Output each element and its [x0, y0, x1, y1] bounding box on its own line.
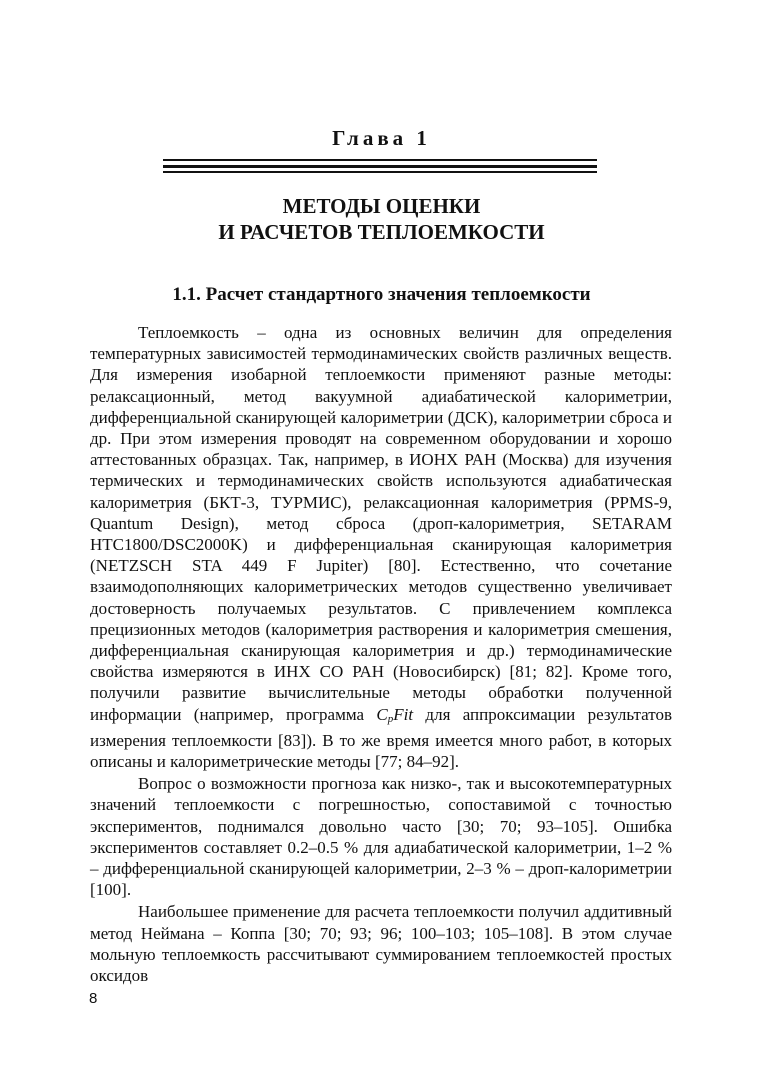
program-name-subscript: p — [387, 712, 394, 725]
chapter-divider-top — [163, 159, 597, 161]
paragraph-1-part-b: для аппроксимации результатов измерения теплоемкости [83]). В то же время имеется много работ, в которых описаны и калориметрические методы [77; 84–92]. — [90, 704, 672, 772]
chapter-divider-bottom — [163, 171, 597, 173]
chapter-title-line-1: МЕТОДЫ ОЦЕНКИ — [282, 194, 481, 218]
program-name-cp: C — [376, 704, 388, 724]
chapter-title-line-2: И РАСЧЕТОВ ТЕПЛОЕМКОСТИ — [218, 220, 545, 244]
chapter-title — [0, 193, 763, 245]
section-heading: 1.1. Расчет стандартного значения теплоемкости — [172, 284, 591, 305]
body-text — [90, 322, 672, 986]
paragraph-2: Вопрос о возможности прогноза как низко-, так и высокотемпературных значений теплоемкости с погрешностью, сопоставимой с точностью экспериментов, поднимался довольно часто [30; 70; 93–105]. Ошибка экспериментов составляет 0.2–0.5 % для адиабатической калориметрии, 1–2 % – дифференциальной сканирующей калориметрии, 2–3 % – дроп-калориметрии [100]. — [90, 774, 672, 900]
paragraph-1-part-a: Теплоемкость – одна из основных величин для определения температурных зависимостей термодинамических свойств различных веществ. Для измерения изобарной теплоемкости применяют разные методы: релаксационный, метод вакуумной адиабатической калориметрии, дифференциальной сканирующей калориметрии (ДСК), калориметрии сброса и др. При этом измерения проводят на современном оборудовании и хорошо аттестованных образцах. Так, например, в ИОНХ РАН (Москва) для изучения термических и термодинамических свойств используются адиабатическая калориметрия (БКТ-3, ТУРМИС), релаксационная калориметрия (PPMS-9, Quantum Design), метод сброса (дроп-калориметрия, SETARAM HTC1800/DSC2000K) и дифференциальная сканирующая калориметрия (NETZSCH STA 449 F Jupiter) [80]. Естественно, что сочетание взаимодополняющих калориметрических методов существенно увеличивает достоверность получаемых результатов. С привлечением комплекса прецизионных методов (калориметрия растворения и калориметрия смешения, дифференциальная сканирующая калориметрия и др.) термодинамические свойства измеряются в ИНХ СО РАН (Новосибирск) [81; 82]. Кроме того, получили развитие вычислительные методы обработки полученной информации (например, программа — [90, 323, 672, 724]
paragraph-1 — [90, 322, 672, 772]
chapter-divider-middle — [163, 165, 597, 168]
page-number: 8 — [89, 990, 98, 1007]
chapter-label: Глава 1 — [332, 126, 431, 150]
program-name-fit: Fit — [393, 704, 414, 724]
paragraph-3: Наибольшее применение для расчета теплоемкости получил аддитивный метод Неймана – Коппа [30; 70; 93; 96; 100–103; 105–108]. В этом случае мольную теплоемкость рассчитывают суммированием теплоемкостей простых оксидов — [90, 902, 672, 986]
